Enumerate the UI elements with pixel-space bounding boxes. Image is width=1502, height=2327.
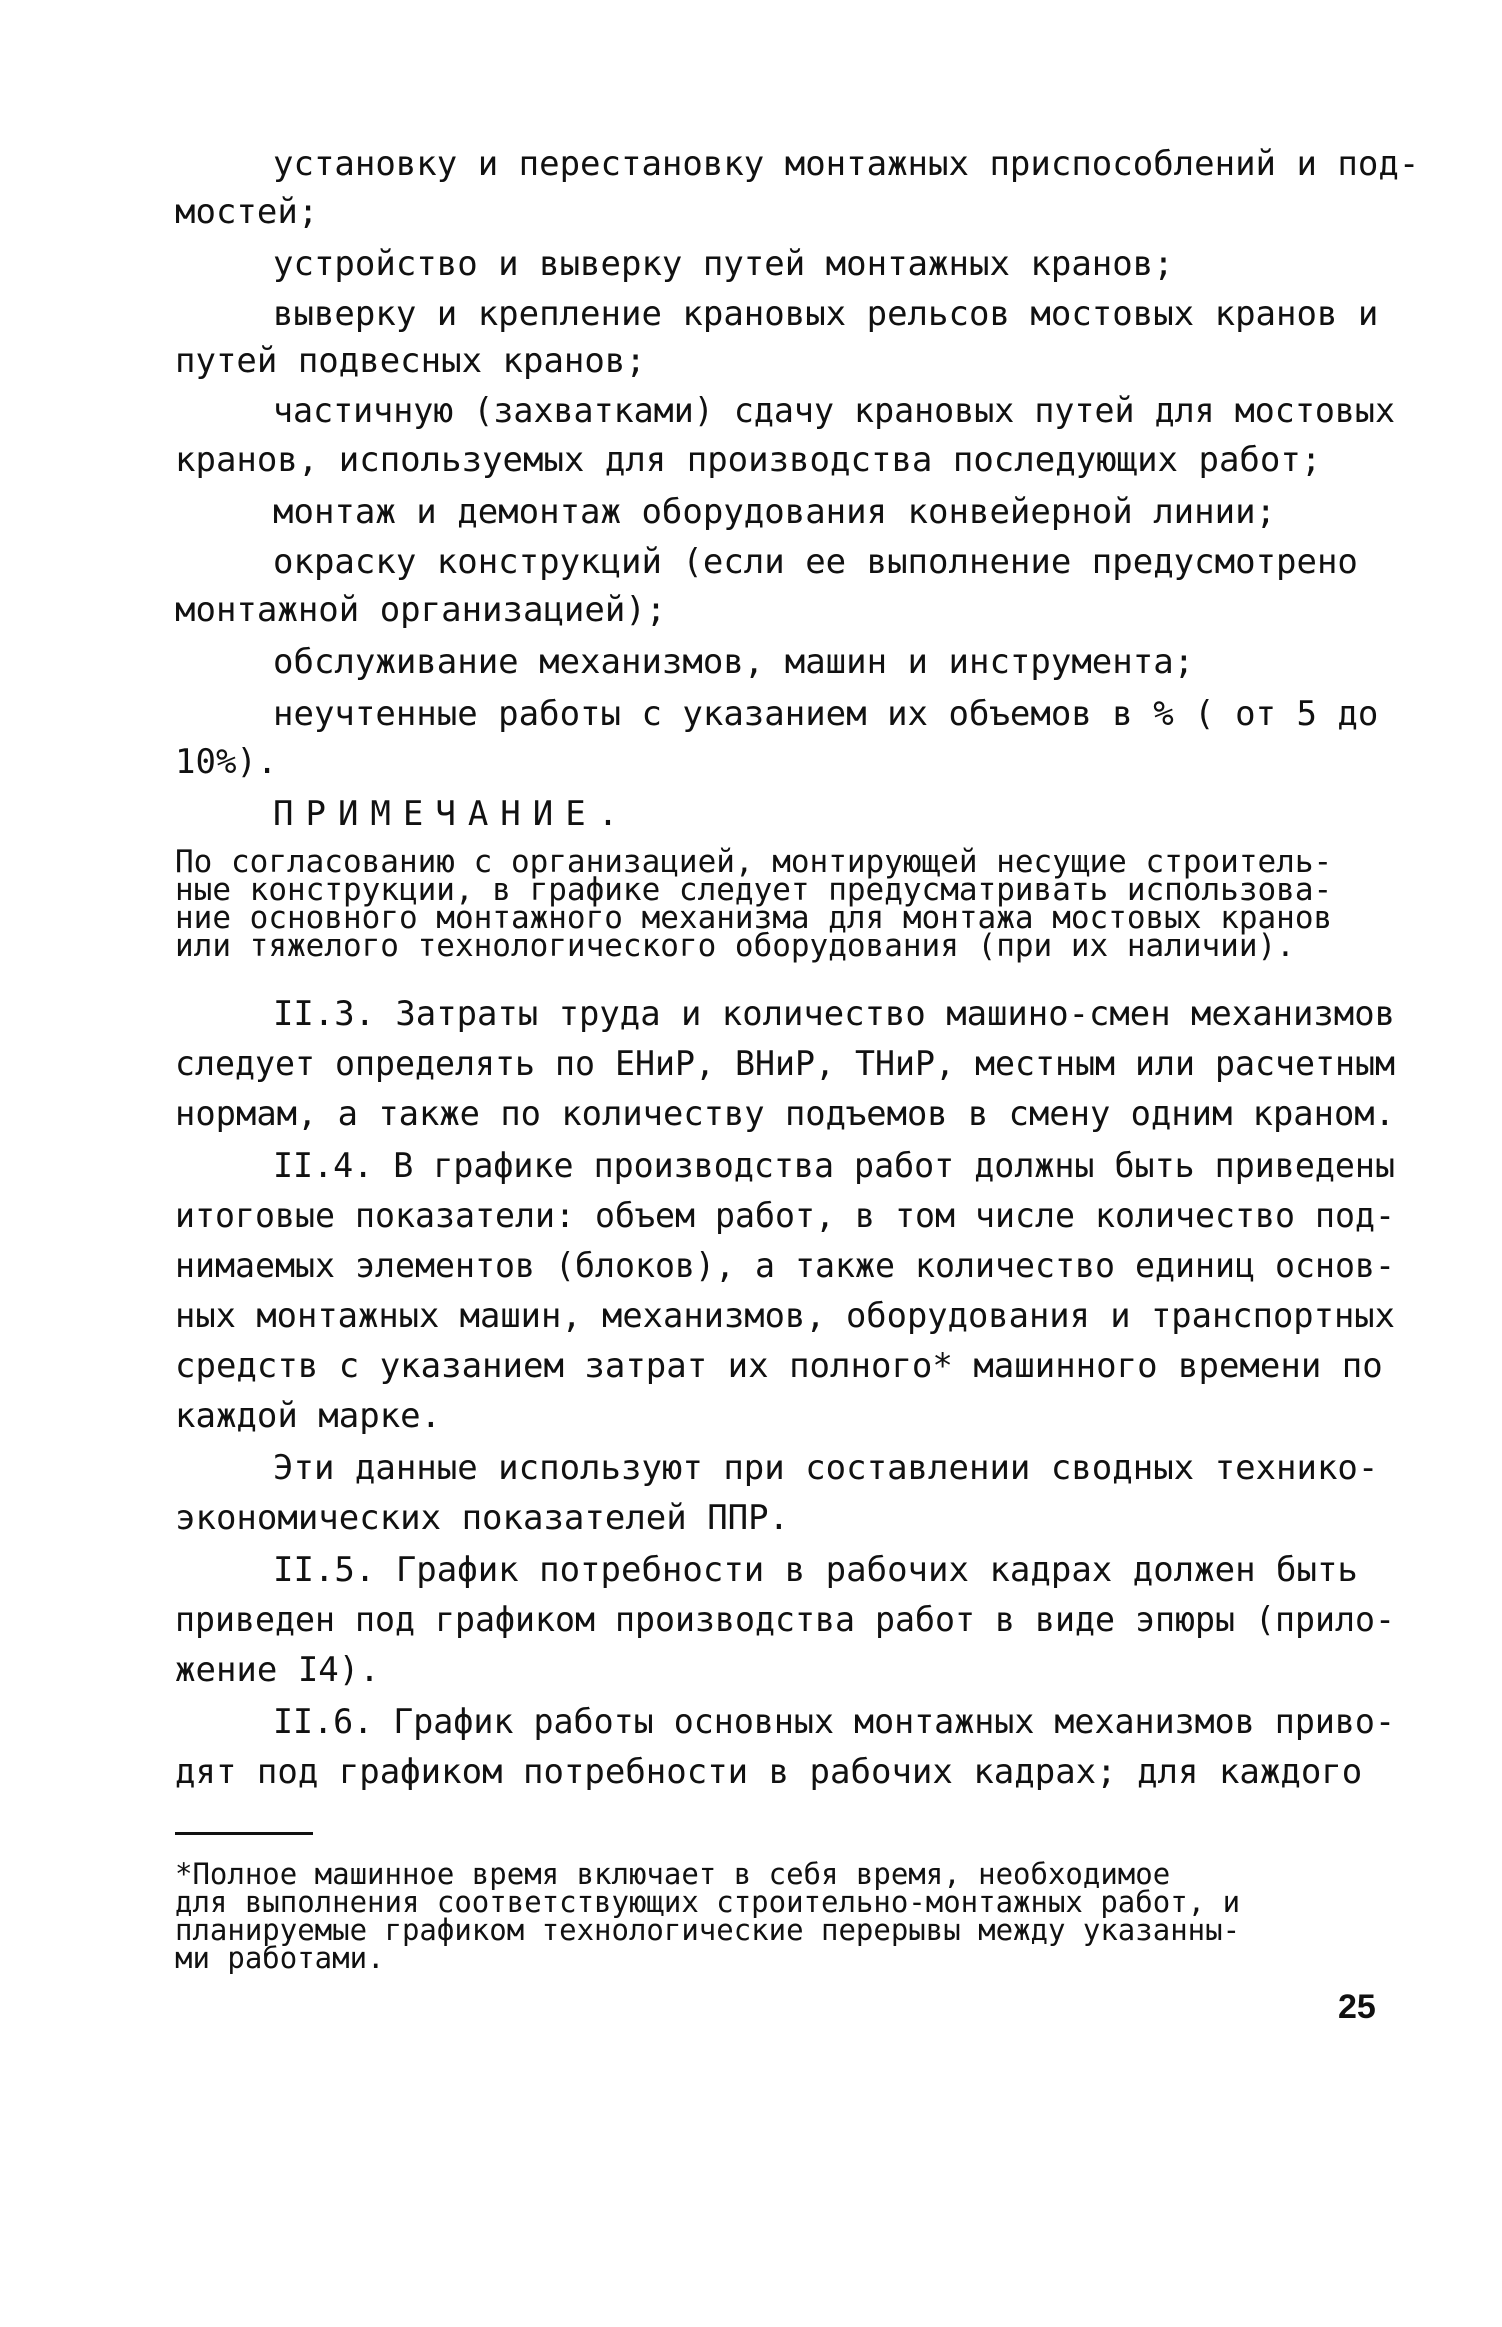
note-heading: ПРИМЕЧАНИЕ.: [273, 794, 631, 834]
text-line: Эти данные используют при составлении сводных технико-: [273, 1448, 1379, 1488]
text-line: дят под графиком потребности в рабочих кадрах; для каждого: [175, 1752, 1363, 1792]
text-line: кранов, используемых для производства последующих работ;: [175, 440, 1322, 480]
footnote-line: ми работами.: [175, 1941, 385, 1975]
text-line: следует определять по ЕНиР, ВНиР, ТНиР, местным или расчетным: [175, 1044, 1396, 1084]
text-line: путей подвесных кранов;: [175, 341, 646, 381]
note-line: ние основного монтажного механизма для монтажа мостовых кранов: [175, 900, 1333, 936]
text-line: выверку и крепление крановых рельсов мостовых кранов и: [273, 294, 1379, 334]
text-line: устройство и выверку путей монтажных кранов;: [273, 244, 1174, 284]
text-line: средств с указанием затрат их полного* машинного времени по: [175, 1346, 1383, 1386]
text-line: итоговые показатели: объем работ, в том числе количество под-: [175, 1196, 1396, 1236]
text-line: обслуживание механизмов, машин и инструмента;: [273, 642, 1195, 682]
text-line: II.4. В графике производства работ должны быть приведены: [273, 1146, 1396, 1186]
footnote-line: *Полное машинное время включает в себя время, необходимое: [175, 1857, 1171, 1891]
footnote-line: планируемые графиком технологические перерывы между указанны-: [175, 1913, 1241, 1947]
text-line: установку и перестановку монтажных приспособлений и под-: [273, 144, 1420, 184]
text-line: частичную (захватками) сдачу крановых путей для мостовых: [273, 391, 1396, 431]
text-line: нимаемых элементов (блоков), а также количество единиц основ-: [175, 1246, 1396, 1286]
text-line: мостей;: [175, 192, 319, 232]
text-line: каждой марке.: [175, 1396, 442, 1436]
text-line: монтаж и демонтаж оборудования конвейерной линии;: [273, 492, 1277, 532]
footnote-separator: [175, 1832, 313, 1835]
footnote-line: для выполнения соответствующих строительно-монтажных работ, и: [175, 1885, 1241, 1919]
note-paragraph: [175, 844, 1333, 964]
text-line: ных монтажных машин, механизмов, оборудования и транспортных: [175, 1296, 1395, 1336]
text-line: II.3. Затраты труда и количество машино-смен механизмов: [273, 994, 1396, 1034]
text-line: неучтенные работы с указанием их объемов в % ( от 5 до: [273, 694, 1379, 734]
text-line: жение I4).: [175, 1650, 380, 1690]
page-number: 25: [1338, 1988, 1376, 2026]
text-line: II.6. График работы основных монтажных механизмов приво-: [273, 1702, 1396, 1742]
note-line: ные конструкции, в графике следует предусматривать использова-: [175, 872, 1333, 908]
text-line: приведен под графиком производства работ в виде эпюры (прило-: [175, 1600, 1396, 1640]
text-line: II.5. График потребности в рабочих кадрах должен быть: [273, 1550, 1358, 1590]
text-line: монтажной организацией);: [175, 590, 667, 630]
text-line: экономических показателей ППР.: [175, 1498, 790, 1538]
text-line: окраску конструкций (если ее выполнение предусмотрено: [273, 542, 1358, 582]
footnote: [175, 1857, 1241, 1975]
text-line: нормам, а также по количеству подъемов в смену одним краном.: [175, 1094, 1395, 1134]
text-line: 10%).: [175, 742, 278, 782]
note-line: По согласованию с организацией, монтирующей несущие строитель-: [175, 844, 1333, 880]
note-line: или тяжелого технологического оборудования (при их наличии).: [175, 928, 1295, 964]
